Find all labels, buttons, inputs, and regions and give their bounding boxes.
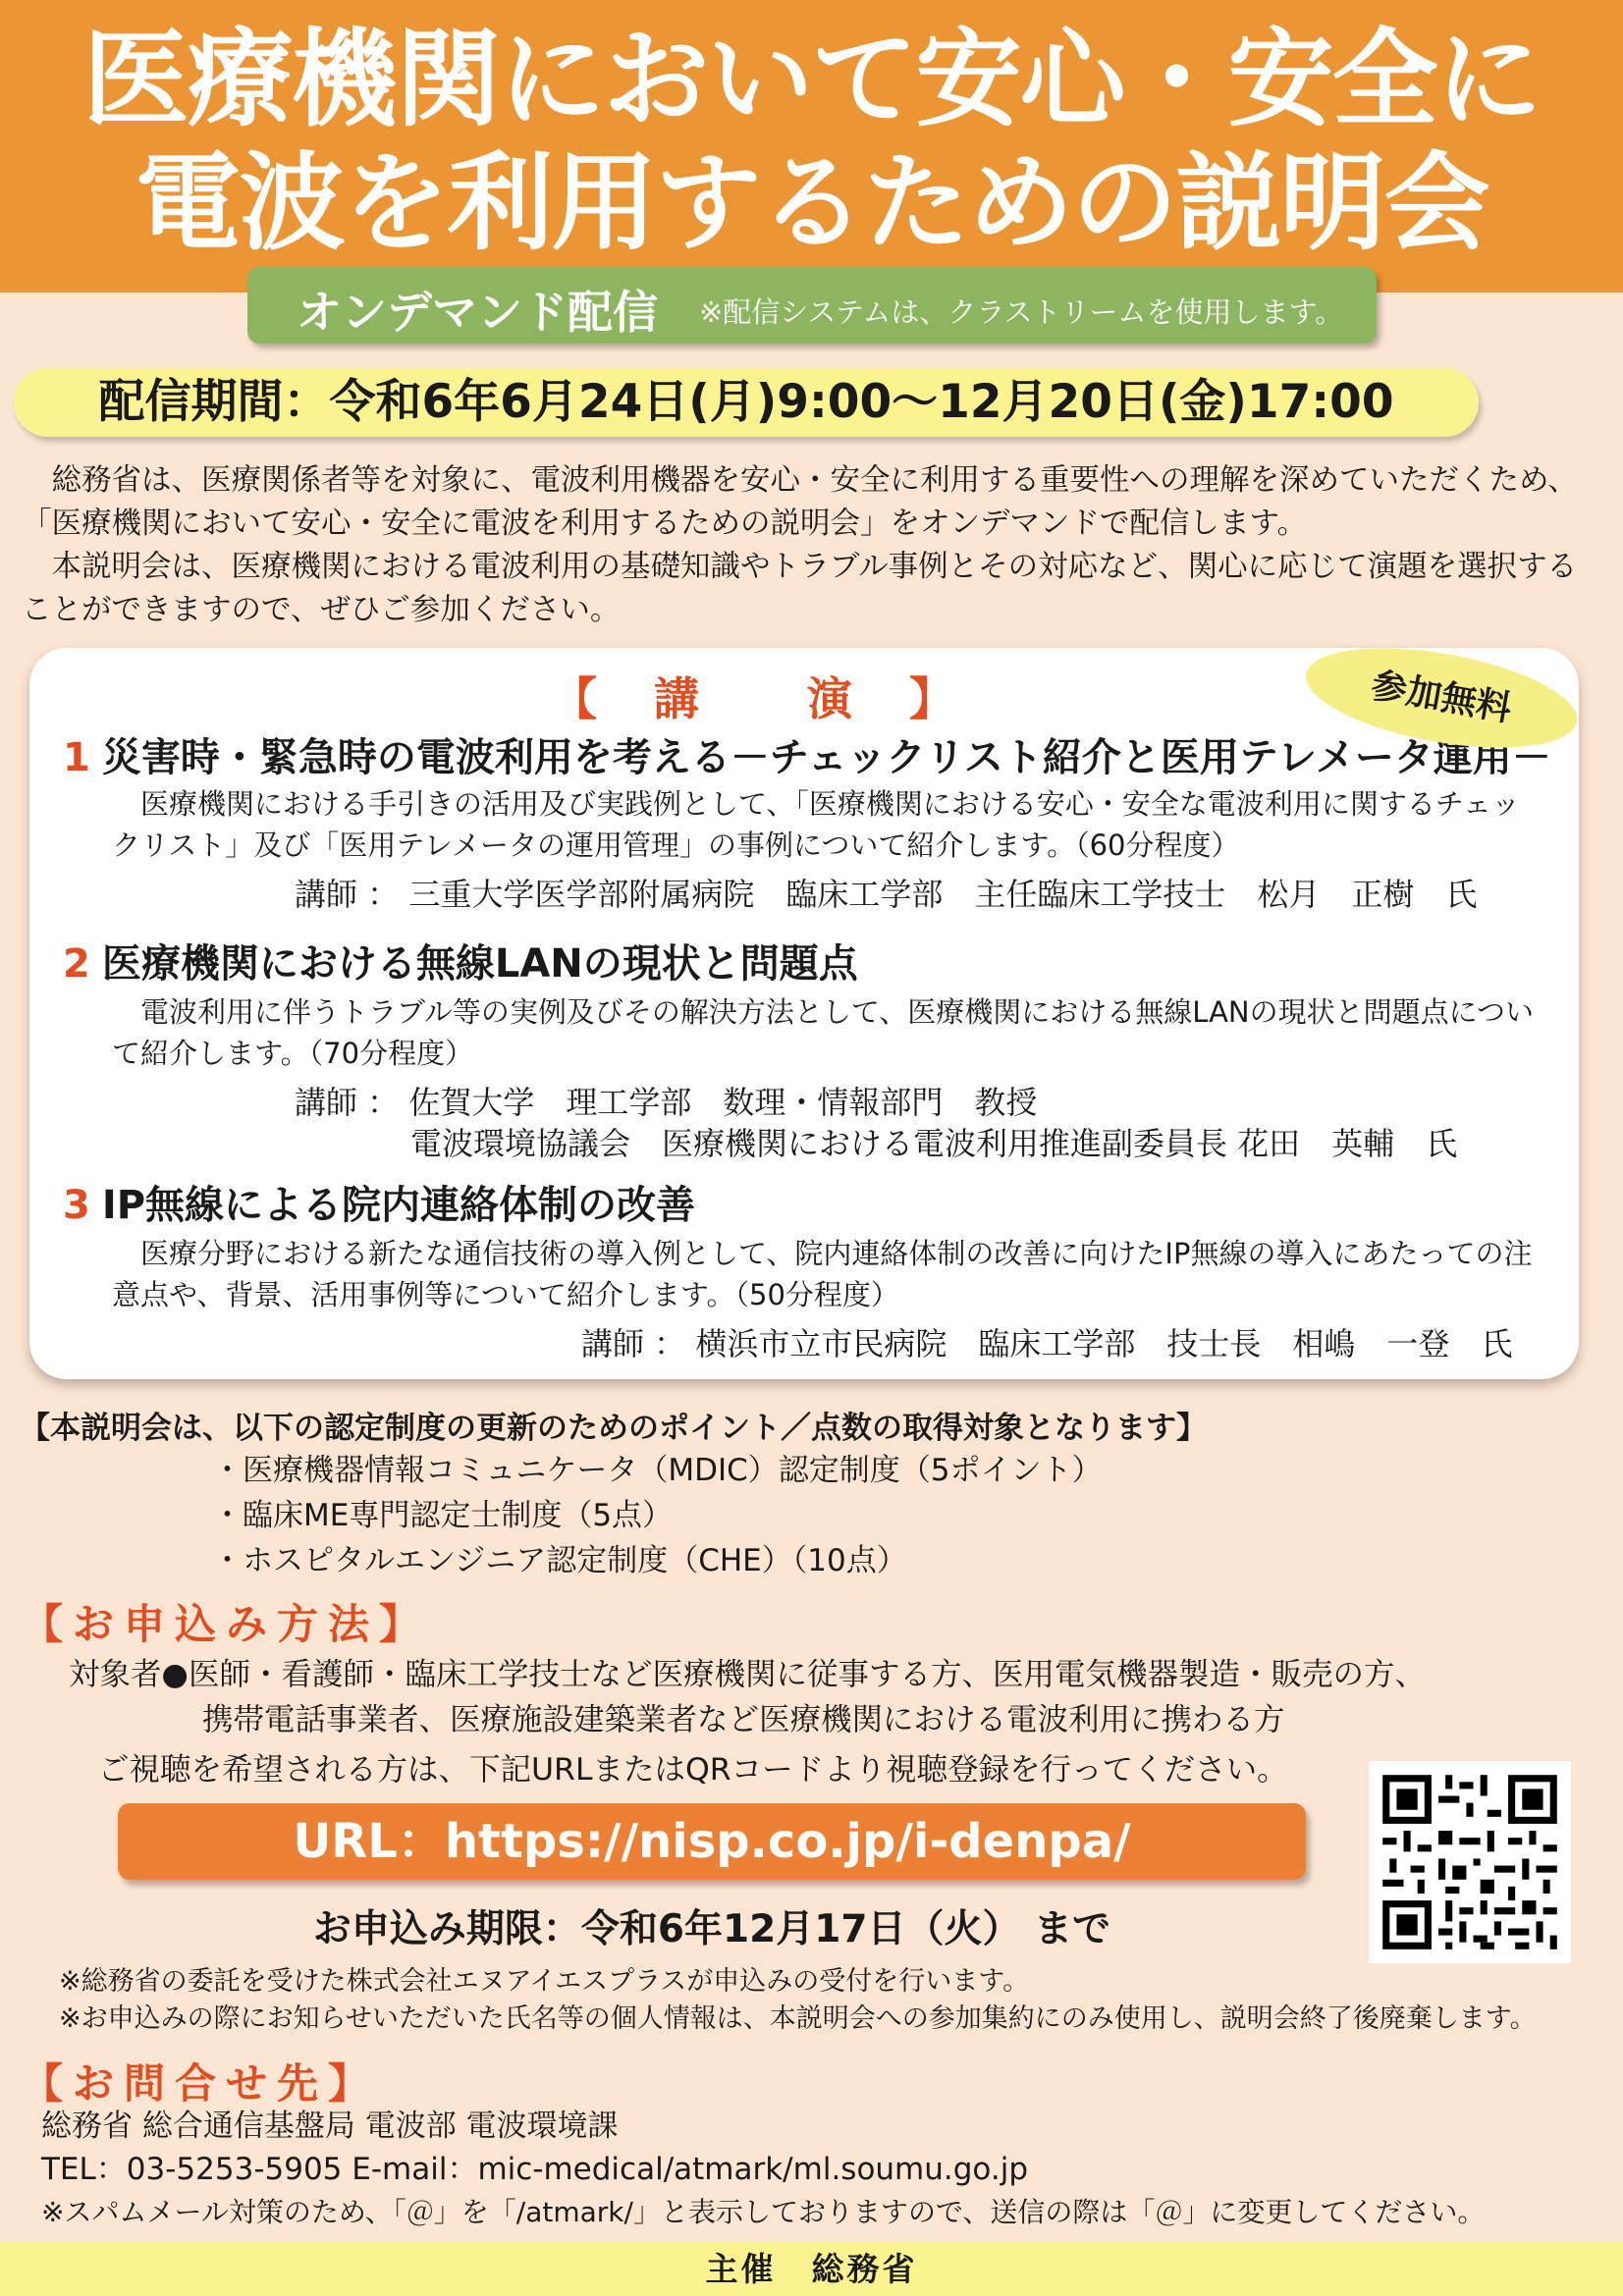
contact-heading: 【お問合せ先】 <box>22 2059 380 2108</box>
lecture-1-description: 医療機関における手引きの活用及び実践例として、「医療機関における安心・安全な電波利用に関するチェックリスト」及び「医用テレメータの運用管理」の事例について紹介します。（60分程度） <box>112 787 1521 862</box>
header-banner <box>0 0 1623 293</box>
view-instructions: ご視聴を希望される方は、下記URLまたはQRコードより視聴登録を行ってください。 <box>98 1752 1288 1788</box>
note-line-1: ※総務省の委託を受けた株式会社エヌアイエスプラスが申込みの受付を行います。 <box>59 1966 1030 1997</box>
lecture-1-title-text: 災害時・緊急時の電波利用を考える－チェックリスト紹介と医用テレメータ運用－ <box>101 735 1551 780</box>
target-audience <box>69 1652 1443 1742</box>
intro-paragraph-2: 本説明会は、医療機関における電波利用の基礎知識やトラブル事例とその対応など、関心に応じて演題を選択することができますので、ぜひご参加ください。 <box>22 550 1578 627</box>
target-line-2: 携帯電話事業者、医療施設建築業者など医療機関における電波利用に携わる方 <box>202 1702 1285 1737</box>
lecture-3-number: 3 <box>63 1183 90 1228</box>
lecture-panel <box>29 648 1579 1379</box>
certification-item: ・ホスピタルエンジニア認定制度（CHE）（10点） <box>212 1543 907 1578</box>
lecture-3-speaker: 講師 ： 横浜市立市民病院 臨床工学部 技士長 相嶋 一登 氏 <box>581 1325 1513 1362</box>
lecture-3-title <box>63 1174 695 1230</box>
ondemand-label: オンデマンド配信 <box>297 286 658 339</box>
page-title-line1: 医療機関において安心・安全に <box>82 19 1541 141</box>
contact-section <box>41 2105 1485 2234</box>
lecture-heading: 【 講 演 】 <box>552 672 960 725</box>
intro-paragraph-1: 総務省は、医療関係者等を対象に、電波利用機器を安心・安全に利用する重要性への理解を深めていただくため、「医療機関において安心・安全に電波を利用するための説明会」をオンデマンドで配信します。 <box>22 463 1578 541</box>
application-notes <box>59 1963 1537 2038</box>
application-heading: 【お申込み方法】 <box>22 1600 431 1648</box>
page-title-line2: 電波を利用するための説明会 <box>135 142 1488 265</box>
lecture-1-speaker: 講師 ： 三重大学医学部附属病院 臨床工学部 主任臨床工学技士 松月 正樹 氏 <box>295 876 1478 913</box>
contact-org: 総務省 総合通信基盤局 電波部 電波環境課 <box>41 2109 619 2144</box>
certification-item: ・臨床ME専門認定士制度（5点） <box>212 1498 674 1533</box>
free-participation-badge: 参加無料 <box>1298 630 1584 765</box>
certification-section <box>20 1409 1610 1583</box>
note-line-2: ※お申込みの際にお知らせいただいた氏名等の個人情報は、本説明会への参加集約にのみ使用し、説明会終了後廃棄します。 <box>59 2003 1537 2034</box>
intro-text <box>22 459 1604 632</box>
ondemand-note: ※配信システムは、クラストリームを使用します。 <box>699 295 1344 329</box>
lecture-2-speaker: 講師 ： 佐賀大学 理工学部 数理・情報部門 教授 <box>295 1084 1038 1121</box>
lecture-2-number: 2 <box>63 941 90 987</box>
distribution-period: 配信期間：令和6年6月24日(月)9:00～12月20日(金)17:00 <box>14 368 1479 437</box>
footer-host: 主催 総務省 <box>0 2242 1623 2296</box>
lecture-3-description: 医療分野における新たな通信技術の導入例として、院内連絡体制の改善に向けたIP無線の導入にあたっての注意点や、背景、活用事例等について紹介します。（50分程度） <box>112 1237 1533 1311</box>
target-line-1: 対象者●医師・看護師・臨床工学技士など医療機関に従事する方、医用電気機器製造・販売の方、 <box>69 1657 1426 1692</box>
application-deadline: お申込み期限：令和6年12月17日（火） まで <box>312 1907 1111 1951</box>
lecture-2-description: 電波利用に伴うトラブル等の実例及びその解決方法として、医療機関における無線LANの現状と問題点について紹介します。（70分程度） <box>112 995 1535 1070</box>
certification-item: ・医療機器情報コミュニケータ（MDIC）認定制度（5ポイント） <box>212 1453 1103 1488</box>
lecture-1-number: 1 <box>63 735 90 780</box>
contact-spam-note: ※スパムメール対策のため、「＠」を「/atmark/」と表示しておりますので、送信の際は「＠」に変更してください。 <box>41 2196 1486 2228</box>
lecture-3-title-text: IP無線による院内連絡体制の改善 <box>101 1183 696 1228</box>
lecture-1-title <box>63 726 1551 782</box>
lecture-2-title <box>63 933 858 988</box>
contact-tel-email: TEL：03-5253-5905 E-mail：mic-medical/atmark/ml.soumu.go.jp <box>41 2152 1029 2187</box>
registration-url-button[interactable]: URL：https://nisp.co.jp/i-denpa/ <box>118 1803 1306 1880</box>
qr-code-icon[interactable] <box>1369 1761 1571 1963</box>
ondemand-banner <box>247 267 1377 344</box>
lecture-2-speaker-2: 電波環境協議会 医療機関における電波利用推進副委員長 花田 英輔 氏 <box>410 1125 1458 1162</box>
lecture-2-title-text: 医療機関における無線LANの現状と問題点 <box>101 941 858 987</box>
certification-heading: 【本説明会は、以下の認定制度の更新のためのポイント／点数の取得対象となります】 <box>20 1411 1207 1446</box>
